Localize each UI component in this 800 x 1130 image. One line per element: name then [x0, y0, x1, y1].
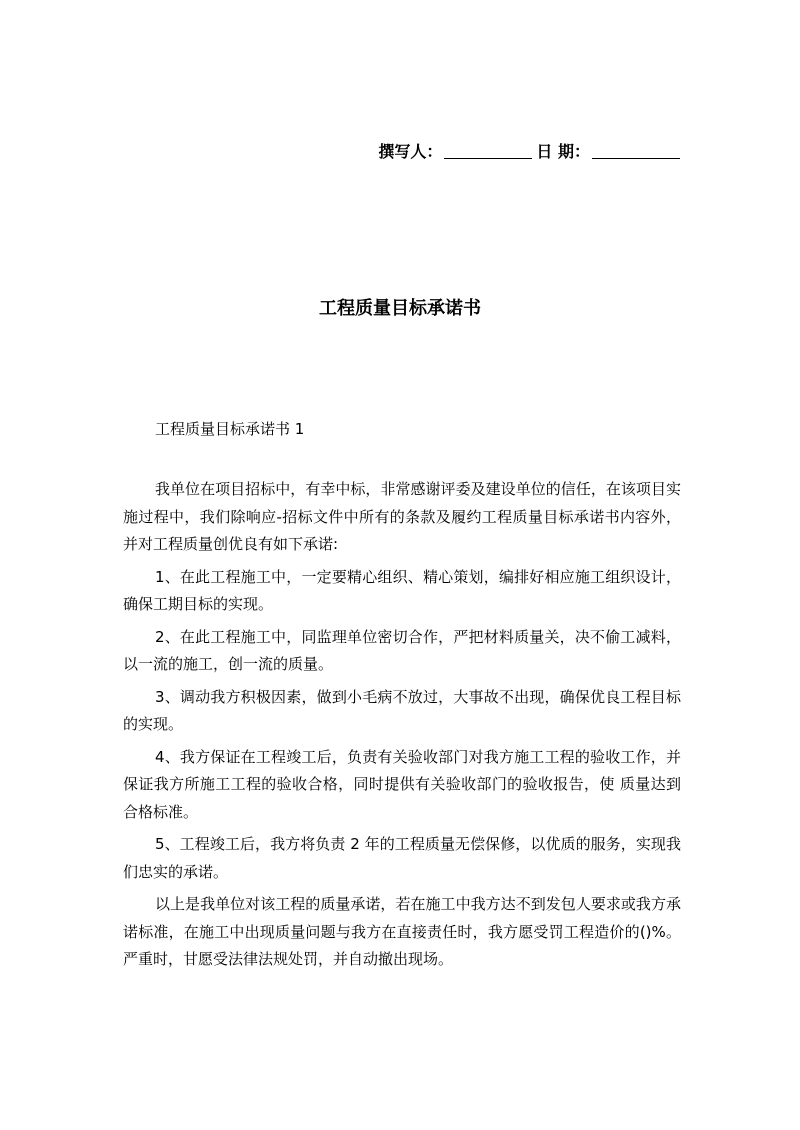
paragraph-item-5: 5、工程竣工后，我方将负责 2 年的工程质量无偿保修，以优质的服务，实现我们忠实的承诺。: [123, 835, 681, 881]
document-body: [123, 476, 681, 979]
date-label: 日 期：: [536, 142, 590, 161]
paragraph-item-4: 4、我方保证在工程竣工后，负责有关验收部门对我方施工工程的验收工作，并保证我方所施工工程的验收合格，同时提供有关验收部门的验收报告，使 质量达到合格标准。: [123, 747, 681, 821]
document-subtitle: 工程质量目标承诺书 1: [155, 420, 305, 438]
author-date-line: [378, 140, 680, 164]
paragraph-item-3: 3、调动我方积极因素，做到小毛病不放过，大事故不出现，确保优良工程目标的实现。: [123, 687, 681, 733]
author-blank: [444, 140, 532, 159]
paragraph-item-2: 2、在此工程施工中，同监理单位密切合作，严把材料质量关，决不偷工减料，以一流的施工，创一流的质量。: [123, 627, 681, 673]
paragraph-item-1: 1、在此工程施工中，一定要精心组织、精心策划，编排好相应施工组织设计，确保工期目标的实现。: [123, 567, 681, 613]
document-title: 工程质量目标承诺书: [319, 298, 481, 319]
paragraph-conclusion: 以上是我单位对该工程的质量承诺，若在施工中我方达不到发包人要求或我方承诺标准，在施工中出现质量问题与我方在直接责任时，我方愿受罚工程造价的()%。严重时，甘愿受法律法规处罚，并自动撤出现场。: [123, 895, 681, 968]
paragraph-intro: 我单位在项目招标中，有幸中标，非常感谢评委及建设单位的信任，在该项目实施过程中，我们除响应-招标文件中所有的条款及履约工程质量目标承诺书内容外，并对工程质量创优良有如下承诺:: [123, 480, 681, 553]
date-blank: [592, 140, 680, 159]
author-label: 撰写人：: [378, 142, 443, 161]
